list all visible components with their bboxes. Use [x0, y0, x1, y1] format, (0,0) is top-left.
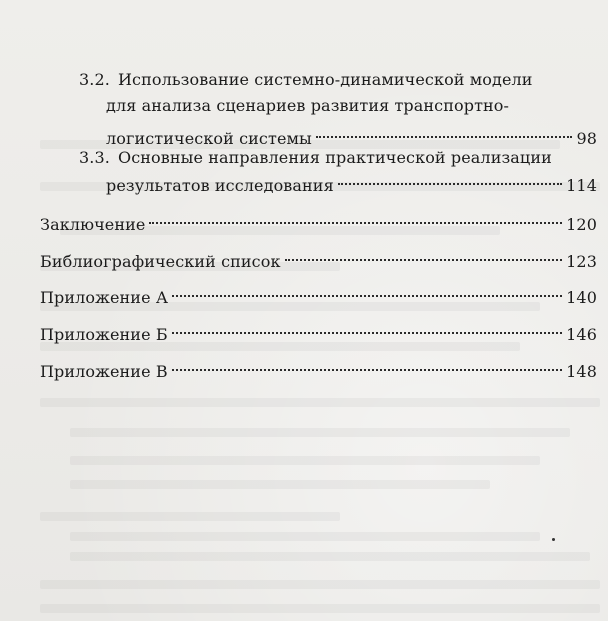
toc-entry-title: Библиографический список — [40, 252, 281, 271]
dot-leader — [172, 353, 562, 377]
toc-page-number: 146 — [566, 325, 597, 344]
toc-page-number: 114 — [566, 176, 597, 195]
toc-entry-conclusion — [40, 206, 597, 237]
toc-entry-3-3 — [0, 0, 608, 200]
toc-entry-number: 3.2. — [79, 70, 110, 89]
toc-entry-title: Приложение А — [40, 288, 169, 307]
toc-page-number: 148 — [566, 362, 597, 381]
toc-entry-title-line: результатов исследования — [106, 176, 334, 195]
toc-entry-appendix-v — [40, 353, 597, 384]
toc-entry-title-line: для анализа сценариев развития транспортно- — [106, 96, 510, 115]
toc-page-number: 98 — [576, 129, 597, 148]
toc-entry-title-line: Использование системно-динамической модели — [118, 70, 533, 89]
ink-speck — [552, 538, 555, 541]
toc-page-number: 120 — [566, 215, 597, 234]
toc-entry-title-line: логистической системы — [106, 129, 312, 148]
toc-entry-appendix-a — [40, 279, 597, 310]
toc-entry-title-line: Основные направления практической реализации — [118, 148, 552, 167]
dot-leader — [172, 279, 562, 303]
toc-entry-bibliography — [40, 243, 597, 274]
toc-entry-title: Заключение — [40, 215, 146, 234]
dot-leader — [149, 206, 562, 230]
dot-leader — [338, 167, 562, 191]
toc-page-number: 140 — [566, 288, 597, 307]
dot-leader — [285, 243, 563, 267]
toc-entry-title: Приложение Б — [40, 325, 168, 344]
toc-page-number: 123 — [566, 252, 597, 271]
toc-leader-line — [106, 167, 597, 198]
toc-entry-title: Приложение В — [40, 362, 168, 381]
dot-leader — [172, 316, 562, 340]
toc-entry-number: 3.3. — [79, 148, 110, 167]
toc-entry-appendix-b — [40, 316, 597, 347]
